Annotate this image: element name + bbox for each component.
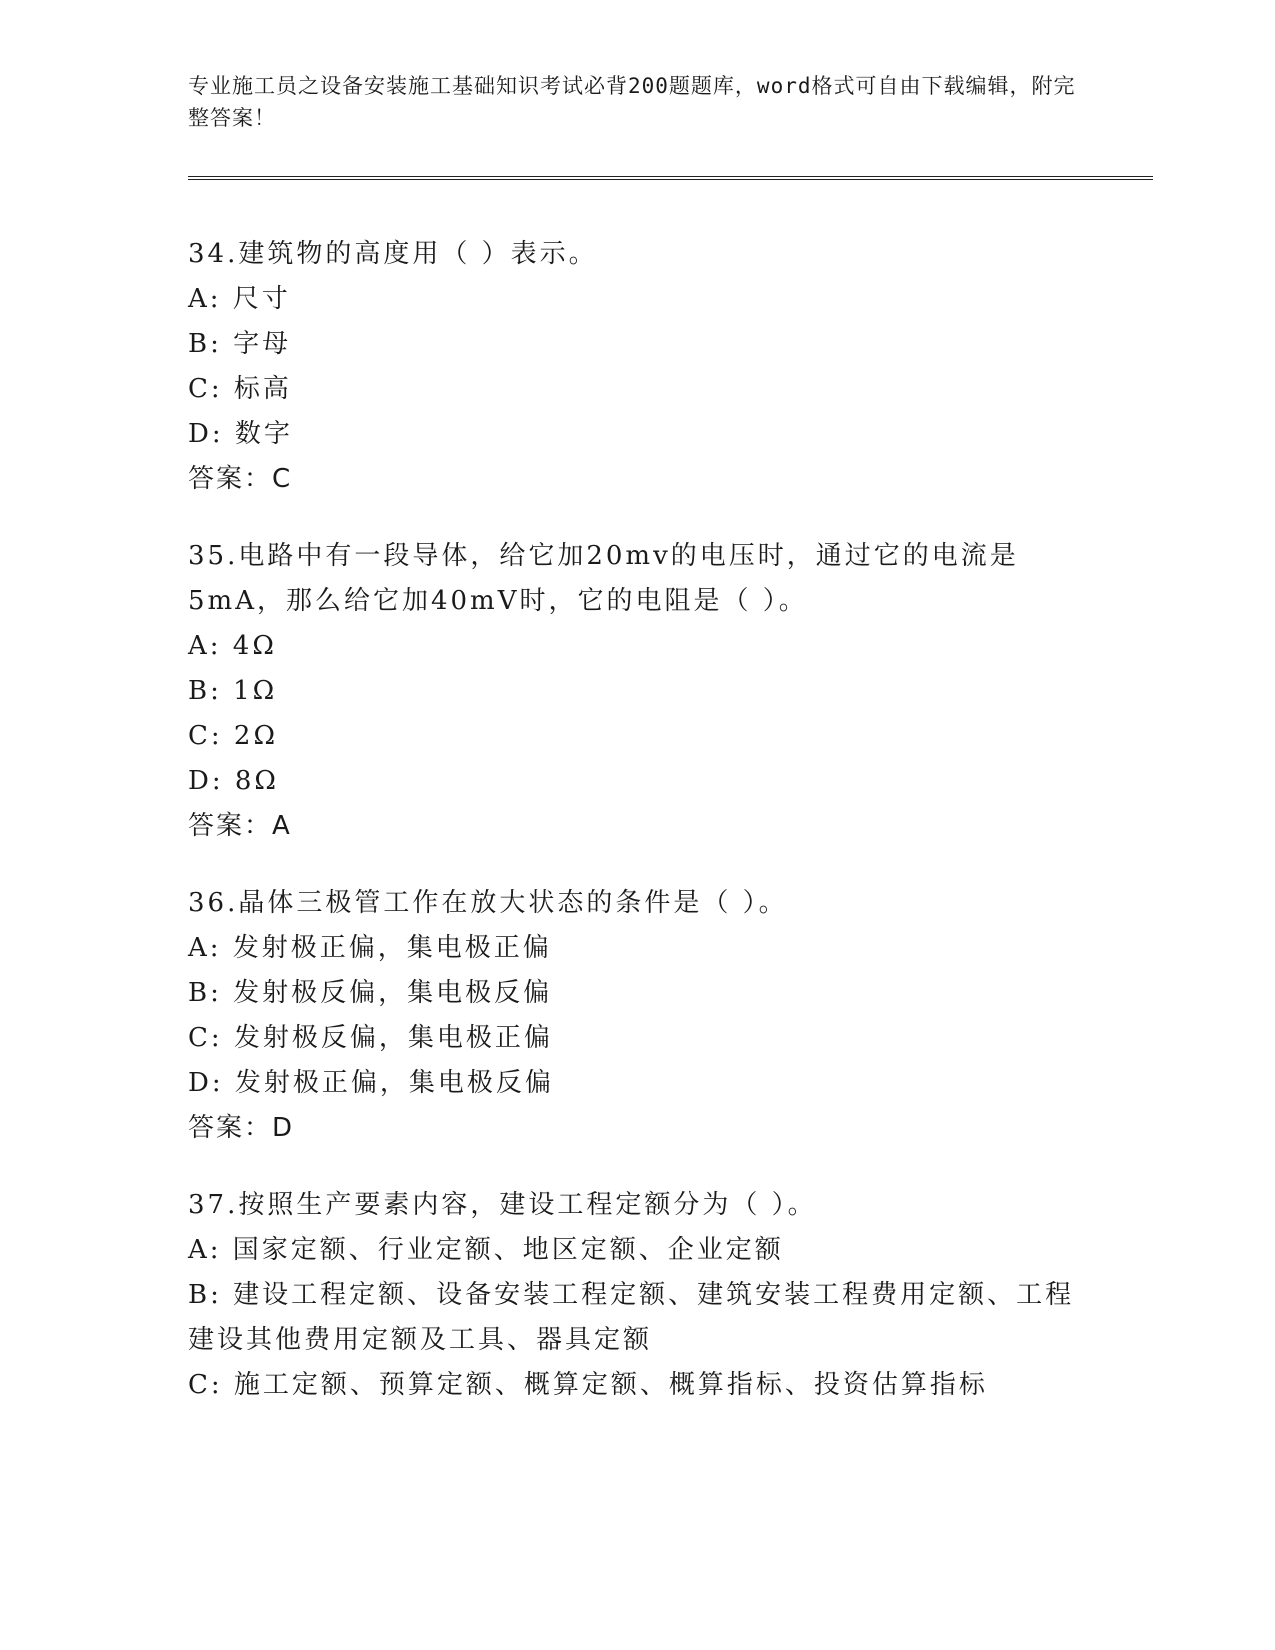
answer-label: 答案：D bbox=[188, 1113, 295, 1143]
question-35 bbox=[188, 534, 1088, 849]
option-b: B: 发射极反偏，集电极反偏 bbox=[188, 978, 553, 1008]
option-a: A: 4Ω bbox=[188, 631, 277, 661]
question-34 bbox=[188, 232, 1088, 502]
option-d: D: 数字 bbox=[188, 419, 293, 449]
option-c: C: 2Ω bbox=[188, 721, 279, 751]
answer-label: 答案：C bbox=[188, 464, 293, 494]
question-stem: 34.建筑物的高度用（ ）表示。 bbox=[188, 239, 598, 269]
option-a: A: 发射极正偏，集电极正偏 bbox=[188, 933, 552, 963]
question-stem: 35.电路中有一段导体，给它加20mv的电压时，通过它的电流是5mA，那么给它加40mV时，它的电阻是（ ）。 bbox=[188, 541, 1019, 616]
question-list bbox=[188, 232, 1088, 1440]
option-d: D: 8Ω bbox=[188, 766, 279, 796]
question-stem: 37.按照生产要素内容，建设工程定额分为（ ）。 bbox=[188, 1190, 817, 1220]
option-b: B: 字母 bbox=[188, 329, 292, 359]
option-b: B: 1Ω bbox=[188, 676, 278, 706]
option-c: C: 发射极反偏，集电极正偏 bbox=[188, 1023, 553, 1053]
question-36 bbox=[188, 881, 1088, 1151]
question-37 bbox=[188, 1183, 1088, 1408]
option-a: A: 尺寸 bbox=[188, 284, 291, 314]
question-stem: 36.晶体三极管工作在放大状态的条件是（ ）。 bbox=[188, 888, 788, 918]
option-c: C: 标高 bbox=[188, 374, 292, 404]
header-double-rule bbox=[188, 176, 1153, 180]
document-title: 专业施工员之设备安装施工基础知识考试必背200题题库，word格式可自由下载编辑，附完整答案！ bbox=[188, 74, 1076, 130]
option-b: B: 建设工程定额、设备安装工程定额、建筑安装工程费用定额、工程建设其他费用定额及工具、器具定额 bbox=[188, 1280, 1075, 1355]
option-a: A: 国家定额、行业定额、地区定额、企业定额 bbox=[188, 1235, 784, 1265]
option-d: D: 发射极正偏，集电极反偏 bbox=[188, 1068, 554, 1098]
answer-label: 答案：A bbox=[188, 811, 292, 841]
option-c: C: 施工定额、预算定额、概算定额、概算指标、投资估算指标 bbox=[188, 1370, 988, 1400]
